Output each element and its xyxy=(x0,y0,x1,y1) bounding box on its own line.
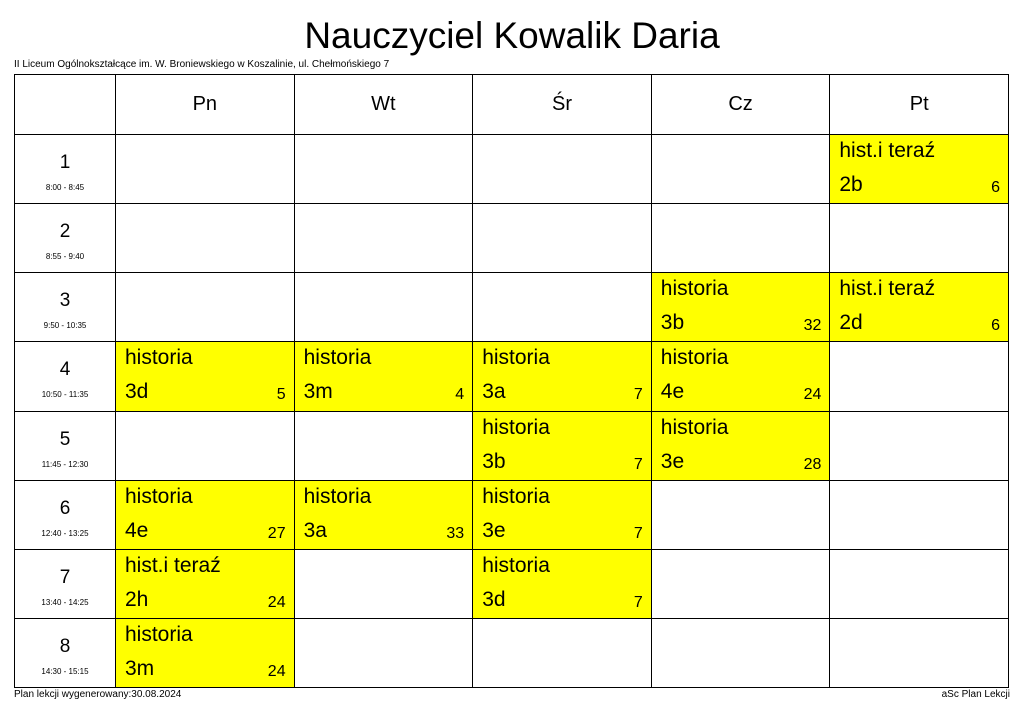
lesson-class: 4e xyxy=(125,518,149,542)
lesson-card[interactable] xyxy=(473,342,651,410)
timetable-cell xyxy=(473,549,652,618)
lesson-room: 32 xyxy=(803,317,822,335)
period-time: 13:40 - 14:25 xyxy=(41,597,89,607)
lesson-subject: historia xyxy=(125,346,193,370)
lesson-subject: historia xyxy=(482,346,550,370)
day-header-row xyxy=(15,75,1009,135)
timetable-cell xyxy=(116,273,295,342)
period-label xyxy=(15,411,116,480)
timetable-grid xyxy=(14,74,1009,688)
lesson-class: 3b xyxy=(660,311,685,335)
lesson-card[interactable] xyxy=(116,550,294,618)
lesson-class: 2b xyxy=(839,173,863,196)
period-number: 1 xyxy=(59,152,71,174)
lesson-subject: historia xyxy=(482,484,550,508)
page-title: Nauczyciel Kowalik Daria xyxy=(304,15,720,56)
lesson-class: 2d xyxy=(839,311,863,335)
timetable-cell xyxy=(116,480,295,549)
lesson-subject: hist.i teraź xyxy=(125,553,221,577)
timetable-cell xyxy=(830,480,1009,549)
lesson-subject: historia xyxy=(482,415,550,439)
lesson-subject: historia xyxy=(303,484,372,508)
lesson-subject: historia xyxy=(125,622,193,646)
lesson-card[interactable] xyxy=(473,412,651,480)
period-label xyxy=(15,273,116,342)
timetable-cell xyxy=(116,618,295,687)
lesson-subject: historia xyxy=(660,346,729,370)
timetable-cell xyxy=(651,618,830,687)
lesson-class: 3m xyxy=(303,380,333,404)
timetable-cell xyxy=(116,549,295,618)
timetable-cell xyxy=(116,411,295,480)
lesson-class: 3e xyxy=(482,518,506,542)
day-header: Cz xyxy=(651,75,830,135)
lesson-card[interactable] xyxy=(295,481,473,549)
school-name: II Liceum Ogólnokształcące im. W. Broniewskiego w Koszalinie, ul. Chełmońskiego 7 xyxy=(14,59,390,70)
lesson-card[interactable] xyxy=(652,273,830,341)
period-number: 3 xyxy=(59,290,71,312)
period-label xyxy=(15,549,116,618)
lesson-card[interactable] xyxy=(652,412,830,480)
period-row xyxy=(15,618,1009,687)
lesson-class: 4e xyxy=(660,380,685,404)
period-time: 12:40 - 13:25 xyxy=(41,528,89,538)
lesson-class: 2h xyxy=(125,587,149,611)
timetable-cell xyxy=(651,411,830,480)
lesson-class: 3e xyxy=(660,449,685,473)
timetable-cell xyxy=(294,273,473,342)
period-number: 7 xyxy=(59,566,71,588)
lesson-class: 3d xyxy=(125,380,149,404)
lesson-subject: historia xyxy=(303,346,372,370)
lesson-room: 6 xyxy=(991,317,1000,335)
timetable-cell xyxy=(830,411,1009,480)
period-label xyxy=(15,342,116,411)
timetable-cell xyxy=(830,549,1009,618)
period-row xyxy=(15,549,1009,618)
lesson-room: 4 xyxy=(455,386,465,404)
timetable-cell xyxy=(473,411,652,480)
timetable-cell xyxy=(294,549,473,618)
software-credit: aSc Plan Lekcji xyxy=(941,689,1010,700)
lesson-card[interactable] xyxy=(116,619,294,687)
period-time: 14:30 - 15:15 xyxy=(41,666,89,676)
timetable-cell xyxy=(116,204,295,273)
timetable-cell xyxy=(294,135,473,204)
day-header: Pt xyxy=(830,75,1009,135)
lesson-room: 7 xyxy=(633,524,643,542)
timetable-cell xyxy=(473,204,652,273)
period-time: 8:00 - 8:45 xyxy=(45,183,85,193)
lesson-class: 3b xyxy=(482,449,506,473)
lesson-subject: historia xyxy=(660,415,729,439)
generated-date: Plan lekcji wygenerowany:30.08.2024 xyxy=(14,689,182,700)
lesson-room: 24 xyxy=(267,593,286,611)
timetable-cell xyxy=(651,342,830,411)
period-time: 9:50 - 10:35 xyxy=(43,321,87,331)
timetable-cell xyxy=(294,411,473,480)
lesson-room: 24 xyxy=(267,662,286,680)
day-header: Wt xyxy=(294,75,473,135)
period-row xyxy=(15,204,1009,273)
period-row xyxy=(15,273,1009,342)
timetable-cell xyxy=(651,135,830,204)
lesson-room: 7 xyxy=(633,455,643,473)
period-number: 8 xyxy=(59,635,71,657)
timetable-cell xyxy=(651,549,830,618)
timetable-cell xyxy=(830,135,1009,204)
period-number: 6 xyxy=(59,497,71,519)
timetable-cell xyxy=(830,273,1009,342)
timetable-cell xyxy=(116,342,295,411)
period-label xyxy=(15,204,116,273)
lesson-class: 3d xyxy=(482,587,506,611)
timetable-cell xyxy=(830,618,1009,687)
lesson-card[interactable] xyxy=(830,273,1008,341)
lesson-card[interactable] xyxy=(473,550,651,618)
timetable-cell xyxy=(473,135,652,204)
timetable-cell xyxy=(651,204,830,273)
lesson-room: 28 xyxy=(803,455,822,473)
lesson-class: 3a xyxy=(482,380,506,404)
lesson-room: 27 xyxy=(267,524,286,542)
period-number: 4 xyxy=(59,359,71,381)
lesson-card[interactable] xyxy=(830,135,1008,203)
lesson-room: 7 xyxy=(633,386,643,404)
timetable-cell xyxy=(651,480,830,549)
timetable-cell xyxy=(830,204,1009,273)
period-label xyxy=(15,480,116,549)
period-time: 11:45 - 12:30 xyxy=(41,459,89,469)
period-row xyxy=(15,480,1009,549)
timetable-cell xyxy=(294,618,473,687)
period-number: 5 xyxy=(59,428,71,450)
lesson-room: 24 xyxy=(803,386,822,404)
lesson-subject: hist.i teraź xyxy=(839,277,936,301)
timetable-cell xyxy=(473,480,652,549)
timetable-cell xyxy=(830,342,1009,411)
timetable-cell xyxy=(651,273,830,342)
lesson-card[interactable] xyxy=(473,481,651,549)
timetable-cell xyxy=(294,342,473,411)
lesson-card[interactable] xyxy=(116,342,294,410)
lesson-subject: historia xyxy=(482,553,550,577)
lesson-room: 6 xyxy=(991,179,1000,196)
lesson-card[interactable] xyxy=(295,342,473,410)
lesson-subject: historia xyxy=(125,484,193,508)
period-row xyxy=(15,342,1009,411)
period-time: 8:55 - 9:40 xyxy=(45,252,85,262)
corner-cell xyxy=(15,75,116,135)
timetable-cell xyxy=(294,204,473,273)
timetable-cell xyxy=(473,618,652,687)
period-label xyxy=(15,618,116,687)
lesson-room: 33 xyxy=(446,524,465,542)
lesson-subject: historia xyxy=(660,277,729,301)
lesson-class: 3a xyxy=(303,518,327,542)
period-row xyxy=(15,411,1009,480)
period-number: 2 xyxy=(59,221,71,243)
timetable-cell xyxy=(473,342,652,411)
day-header: Śr xyxy=(473,75,652,135)
lesson-room: 5 xyxy=(276,386,286,404)
period-row xyxy=(15,135,1009,204)
lesson-card[interactable] xyxy=(652,342,830,410)
lesson-card[interactable] xyxy=(116,481,294,549)
lesson-subject: hist.i teraź xyxy=(839,139,936,162)
timetable-cell xyxy=(473,273,652,342)
lesson-room: 7 xyxy=(633,593,643,611)
day-header: Pn xyxy=(116,75,295,135)
lesson-class: 3m xyxy=(125,656,155,680)
period-time: 10:50 - 11:35 xyxy=(41,390,89,400)
period-label xyxy=(15,135,116,204)
timetable-cell xyxy=(294,480,473,549)
timetable-cell xyxy=(116,135,295,204)
